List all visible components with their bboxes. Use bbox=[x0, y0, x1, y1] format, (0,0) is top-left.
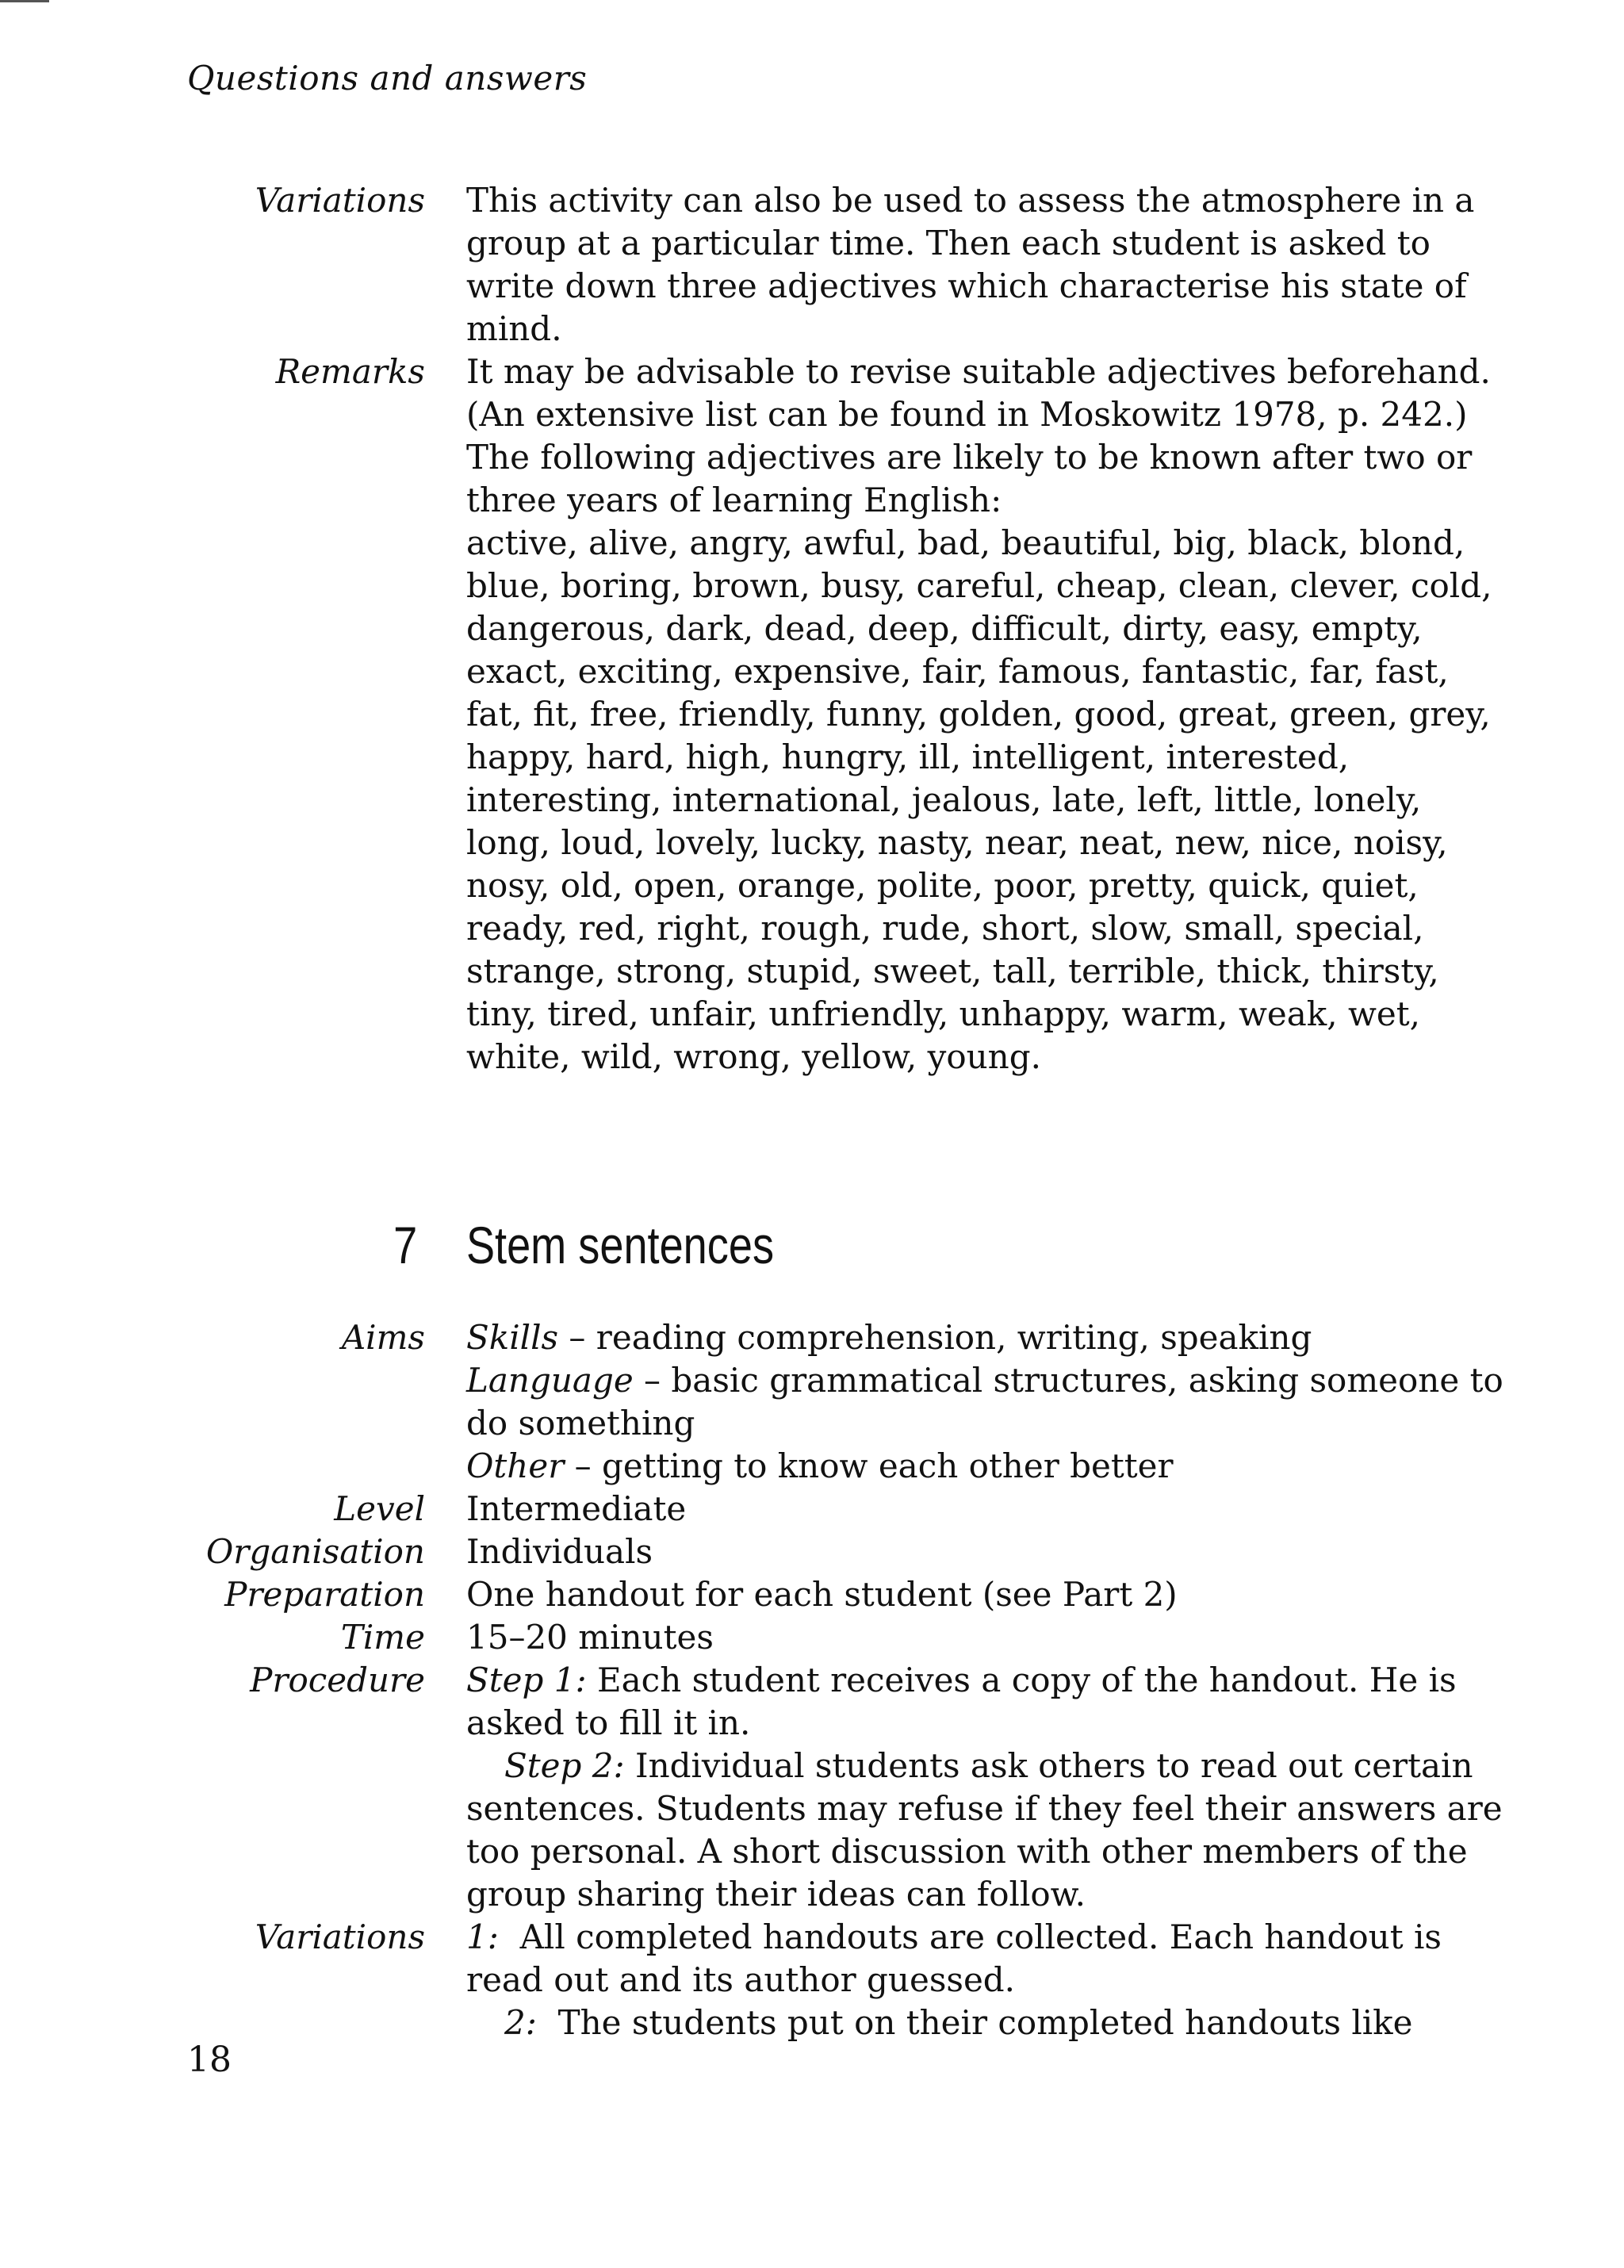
section-heading bbox=[0, 1213, 1331, 1277]
step2-line bbox=[466, 1745, 1473, 1787]
organisation-label: Organisation bbox=[205, 1532, 425, 1571]
adjective-list-line: long, loud, lovely, lucky, nasty, near, neat, new, nice, noisy, bbox=[466, 823, 1448, 862]
adjective-list-line: blue, boring, brown, busy, careful, cheap, clean, clever, cold, bbox=[466, 566, 1492, 605]
variation2-text: The students put on their completed handouts like bbox=[536, 2003, 1413, 2042]
variations-label: Variations bbox=[255, 181, 425, 220]
step2-text: Individual students ask others to read out certain bbox=[624, 1746, 1473, 1785]
aims-text bbox=[466, 1316, 1503, 1488]
variations-line: group at a particular time. Then each student is asked to bbox=[466, 224, 1431, 262]
section-variations-label: Variations bbox=[255, 1917, 425, 1956]
step1-cont: asked to fill it in. bbox=[466, 1703, 751, 1742]
aims-language-cont: do something bbox=[466, 1404, 695, 1442]
adjective-list-line: interesting, international, jealous, late, left, little, lonely, bbox=[466, 780, 1422, 819]
adjective-list-line: active, alive, angry, awful, bad, beautiful, big, black, blond, bbox=[466, 523, 1465, 562]
adjective-list-line: fat, fit, free, friendly, funny, golden, good, great, green, grey, bbox=[466, 695, 1491, 734]
variation1-line bbox=[466, 1916, 1442, 1959]
step1-label: Step 1: bbox=[466, 1661, 587, 1699]
remarks-line: The following adjectives are likely to be known after two or bbox=[466, 438, 1473, 477]
section-body bbox=[0, 1316, 1624, 2044]
level-text: Intermediate bbox=[466, 1489, 687, 1528]
adjective-list-line: dangerous, dark, dead, deep, difficult, dirty, easy, empty, bbox=[466, 609, 1423, 648]
step2-cont: group sharing their ideas can follow. bbox=[466, 1875, 1086, 1914]
preparation-text: One handout for each student (see Part 2) bbox=[466, 1575, 1178, 1614]
remarks-entry bbox=[0, 351, 1624, 1078]
skills-label: Skills bbox=[466, 1318, 559, 1357]
adjective-list-line: exact, exciting, expensive, fair, famous, fantastic, far, fast, bbox=[466, 652, 1449, 691]
aims-other-line bbox=[466, 1445, 1411, 1488]
adjective-list-line: ready, red, right, rough, rude, short, slow, small, special, bbox=[466, 909, 1424, 948]
section-variations-entry bbox=[0, 1916, 1624, 2044]
other-text: – getting to know each other better bbox=[564, 1446, 1174, 1485]
remarks-line: three years of learning English: bbox=[466, 481, 1002, 519]
language-text: – basic grammatical structures, asking someone to bbox=[633, 1361, 1503, 1400]
level-entry bbox=[0, 1488, 1624, 1531]
page-number: 18 bbox=[187, 2040, 232, 2080]
adjective-list-line: tiny, tired, unfair, unfriendly, unhappy, warm, weak, wet, bbox=[466, 994, 1420, 1033]
remarks-text bbox=[466, 351, 1492, 1078]
organisation-text: Individuals bbox=[466, 1532, 653, 1571]
time-entry bbox=[0, 1616, 1624, 1659]
section-variations-text bbox=[466, 1916, 1442, 2044]
skills-text: – reading comprehension, writing, speaking bbox=[558, 1318, 1312, 1357]
variation1-text: All completed handouts are collected. Each handout is bbox=[498, 1917, 1442, 1956]
step2-cont: too personal. A short discussion with other members of the bbox=[466, 1832, 1468, 1871]
organisation-entry bbox=[0, 1531, 1624, 1573]
step2-cont: sentences. Students may refuse if they feel their answers are bbox=[466, 1789, 1503, 1828]
remarks-line: (An extensive list can be found in Moskowitz 1978, p. 242.) bbox=[466, 395, 1468, 434]
procedure-text bbox=[466, 1659, 1503, 1916]
variation1-label: 1: bbox=[466, 1917, 499, 1956]
time-label: Time bbox=[340, 1618, 425, 1657]
variation1-cont: read out and its author guessed. bbox=[466, 1960, 1016, 1999]
variations-entry bbox=[0, 179, 1624, 351]
section-number: 7 bbox=[393, 1216, 418, 1274]
aims-entry bbox=[0, 1316, 1624, 1488]
remarks-label: Remarks bbox=[275, 352, 425, 391]
adjective-list-line: happy, hard, high, hungry, ill, intelligent, interested, bbox=[466, 737, 1350, 776]
procedure-label: Procedure bbox=[250, 1661, 425, 1699]
step1-line bbox=[466, 1659, 1457, 1702]
preparation-entry bbox=[0, 1573, 1624, 1616]
level-label: Level bbox=[334, 1489, 425, 1528]
other-label: Other bbox=[466, 1446, 565, 1485]
adjective-list-line: nosy, old, open, orange, polite, poor, pretty, quick, quiet, bbox=[466, 866, 1419, 905]
top-section bbox=[0, 179, 1624, 1078]
step2-label: Step 2: bbox=[504, 1746, 625, 1785]
time-text: 15–20 minutes bbox=[466, 1618, 714, 1657]
variation2-label: 2: bbox=[504, 2003, 537, 2042]
scan-edge-mark bbox=[0, 0, 49, 2]
adjective-list-line: white, wild, wrong, yellow, young. bbox=[466, 1037, 1041, 1076]
adjective-list-line: strange, strong, stupid, sweet, tall, terrible, thick, thirsty, bbox=[466, 952, 1439, 990]
language-label: Language bbox=[466, 1361, 634, 1400]
preparation-label: Preparation bbox=[224, 1575, 425, 1614]
variations-line: write down three adjectives which characterise his state of bbox=[466, 266, 1467, 305]
aims-language-line bbox=[466, 1359, 1503, 1402]
variations-text bbox=[466, 179, 1475, 351]
variations-line: This activity can also be used to assess the atmosphere in a bbox=[466, 181, 1475, 220]
procedure-entry bbox=[0, 1659, 1624, 1916]
step1-text: Each student receives a copy of the handout. He is bbox=[586, 1661, 1457, 1699]
variations-line: mind. bbox=[466, 309, 562, 348]
variation2-line bbox=[466, 2002, 1411, 2044]
running-head: Questions and answers bbox=[187, 59, 588, 98]
aims-label: Aims bbox=[341, 1318, 425, 1357]
remarks-line: It may be advisable to revise suitable adjectives beforehand. bbox=[466, 352, 1491, 391]
section-title: Stem sentences bbox=[465, 1216, 775, 1274]
aims-skills-line bbox=[466, 1316, 1411, 1359]
